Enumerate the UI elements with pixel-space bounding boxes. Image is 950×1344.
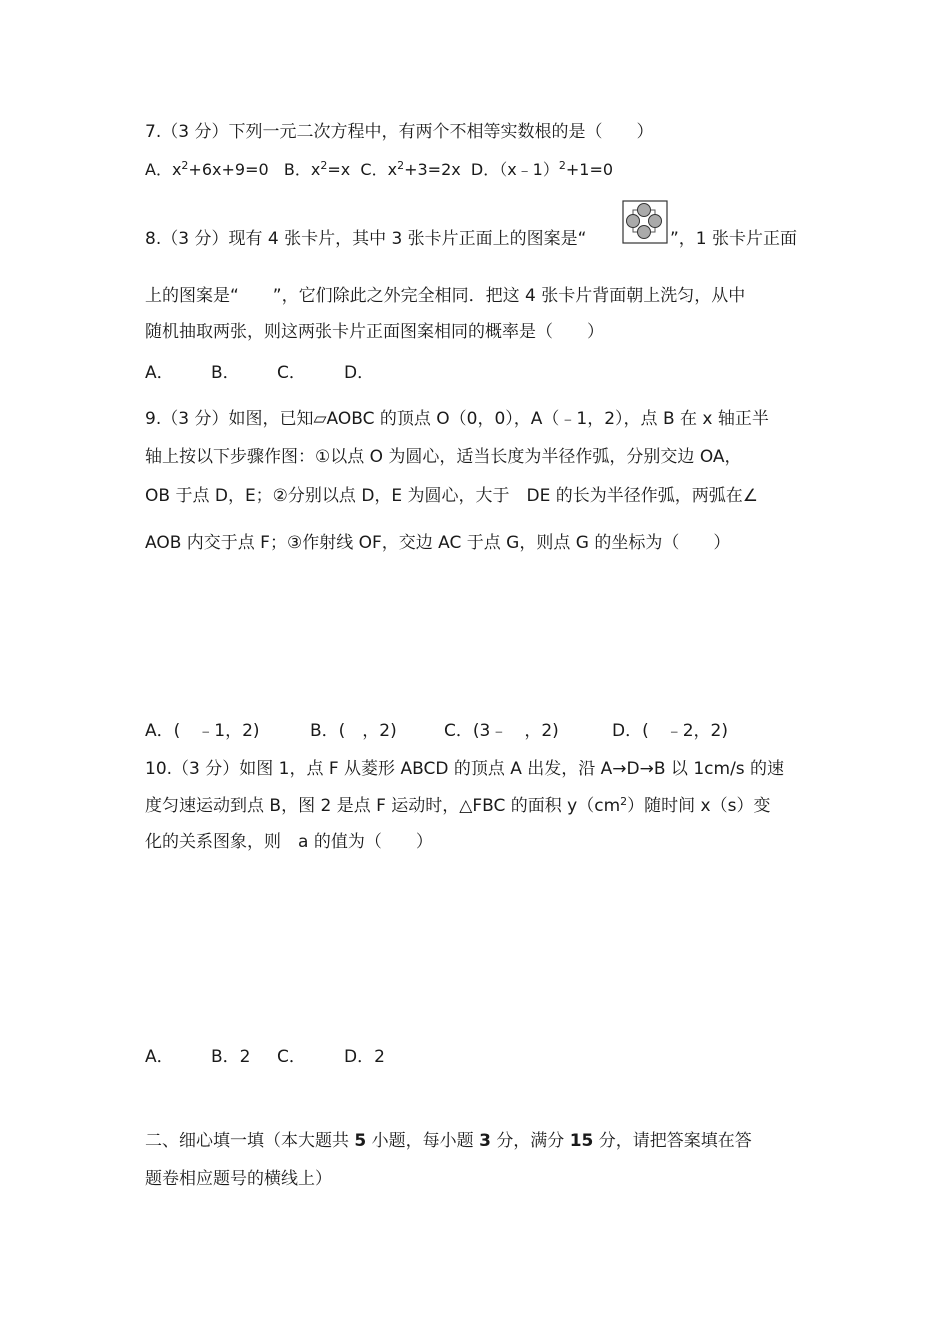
- q8-option-c: C．: [277, 363, 306, 383]
- q7-option-b: B．$x^2=x$: [283, 159, 351, 179]
- q7-option-c: C．$x^2+3=2x$: [360, 159, 461, 179]
- q9-option-b: B．( ，2): [310, 721, 397, 741]
- q10-option-b: B．2: [211, 1047, 251, 1067]
- q8-line2: 上的图案是“ ”，它们除此之外完全相同．把这 4 张卡片背面朝上洗匀，从中: [145, 286, 746, 306]
- q9-line3: OB 于点 D，E；②分别以点 D，E 为圆心，大于 DE 的长为半径作弧，两弧在∠: [145, 486, 759, 506]
- q9-line1: 9.（3 分）如图，已知▱AOBC 的顶点 O（0，0），A（﹣1，2），点 B 在 x 轴正半: [145, 409, 769, 429]
- q7-option-a: A．$x^2+6x+9=0$: [145, 159, 269, 179]
- q8-line3: 随机抽取两张，则这两张卡片正面图案相同的概率是（ ）: [145, 322, 604, 342]
- q7-options: [145, 159, 613, 181]
- q10-option-d: D．2: [344, 1047, 385, 1067]
- q8-option-d: D．: [344, 363, 375, 383]
- card-pattern-icon: [622, 200, 668, 244]
- q9-option-a: A．( ﹣1，2): [145, 721, 260, 741]
- q8-line1-pre: 8.（3 分）现有 4 张卡片，其中 3 张卡片正面上的图案是“: [145, 229, 587, 249]
- q10-option-c: C．: [277, 1047, 306, 1067]
- q10-line2: 度匀速运动到点 B，图 2 是点 F 运动时，△FBC 的面积 $y(cm^2)$随时间 x（s）变: [145, 795, 771, 816]
- q9-option-c: C．(3﹣ ，2): [444, 721, 559, 741]
- q9-line4: AOB 内交于点 F；③作射线 OF，交边 AC 于点 G，则点 G 的坐标为（ ）: [145, 533, 731, 553]
- q7-stem: 7.（3 分）下列一元二次方程中，有两个不相等实数根的是（ ）: [145, 122, 654, 142]
- q7-option-d: D．（x﹣1）$^2$+1=0: [470, 159, 614, 179]
- q10-line3: 化的关系图象，则 a 的值为（ ）: [145, 832, 433, 852]
- q9-option-d: D．( ﹣2，2): [612, 721, 728, 741]
- q8-option-a: A．: [145, 363, 174, 383]
- section2-heading: 二、细心填一填（本大题共 5 小题，每小题 3 分，满分 15 分，请把答案填在答: [145, 1131, 752, 1151]
- q10-option-a: A．: [145, 1047, 174, 1067]
- q9-line2: 轴上按以下步骤作图：①以点 O 为圆心，适当长度为半径作弧，分别交边 OA，: [145, 447, 742, 467]
- q8-option-b: B．: [211, 363, 240, 383]
- section2-heading-line2: 题卷相应题号的横线上）: [145, 1169, 332, 1189]
- q8-line1-post: ”，1 张卡片正面: [670, 229, 798, 249]
- q10-line1: 10.（3 分）如图 1，点 F 从菱形 ABCD 的顶点 A 出发，沿 A→D→B 以 1cm/s 的速: [145, 759, 785, 779]
